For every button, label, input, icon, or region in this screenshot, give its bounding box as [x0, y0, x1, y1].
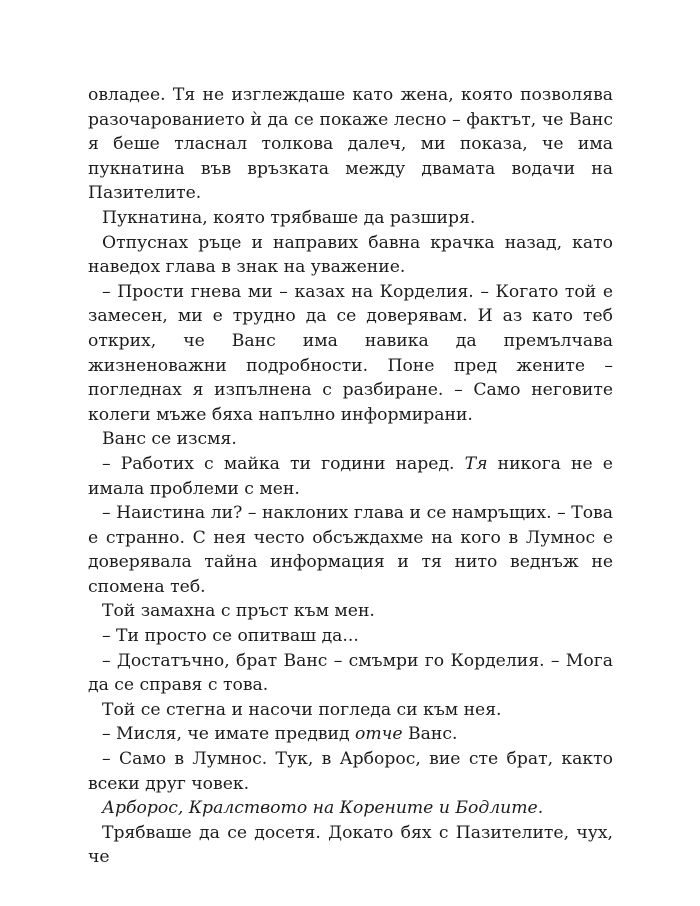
paragraph-10 [88, 649, 613, 698]
paragraph-9 [88, 624, 613, 649]
paragraph-text: никога не е имала проблеми с мен. [88, 453, 613, 499]
paragraph-2 [88, 206, 613, 231]
paragraph-14-italic-line [88, 796, 613, 821]
paragraph-text: Отпуснах ръце и направих бавна крачка назад, като наведох глава в знак на уважение. [88, 232, 613, 278]
paragraph-6 [88, 452, 613, 501]
paragraph-4 [88, 280, 613, 428]
paragraph-text: – Мисля, че имате предвид [102, 724, 356, 745]
paragraph-3 [88, 231, 613, 280]
paragraph-text: – Наистина ли? – наклоних глава и се намръщих. – Това е странно. С нея често обсъждахме на кого в Лумнос е доверявала тайна информация и тя нито веднъж не спомена теб. [88, 503, 613, 597]
paragraph-12 [88, 722, 613, 747]
paragraph-text: – Само в Лумнос. Тук, в Арборос, вие сте брат, както всеки друг човек. [88, 749, 613, 794]
paragraph-text: – Работих с майка ти години наред. [102, 453, 465, 474]
paragraph-text: Пукнатина, която трябваше да разширя. [102, 207, 476, 228]
paragraph-11 [88, 698, 613, 723]
italic-line-text: Арборос, Кралството на Корените и Бодлите. [102, 798, 544, 819]
paragraph-text: – Достатъчно, брат Ванс – смъмри го Корделия. – Мога да се справя с това. [88, 650, 613, 696]
paragraph-13 [88, 747, 613, 796]
paragraph-text: – Ти просто се опитваш да... [102, 626, 359, 647]
italic-emphasis: отче [355, 724, 403, 745]
paragraph-15 [88, 821, 613, 870]
paragraph-text: Той се стегна и насочи погледа си към нея. [102, 699, 502, 720]
paragraph-text: Той замахна с пръст към мен. [102, 601, 375, 622]
paragraph-text: Ванс. [402, 724, 458, 745]
paragraph-text: – Прости гнева ми – казах на Корделия. – Когато той е замесен, ми е трудно да се доверявам. И аз като теб открих, че Ванс има навика да премълчава жизненоважни подробности. Поне пред жените – погледнах я изпълнена с разбиране. – Само неговите колеги мъже бяха напълно информирани. [88, 281, 613, 425]
paragraph-text: овладее. Тя не изглеждаше като жена, която позволява разочарованието ѝ да се покаже лесно – фактът, че Ванс я беше тласнал толкова далеч, ми показа, че има пукнатина във връзката между двамата водачи на Пазителите. [88, 85, 613, 204]
book-page [88, 83, 613, 870]
paragraph-5 [88, 427, 613, 452]
italic-emphasis: Тя [464, 453, 488, 474]
paragraph-1 [88, 83, 613, 206]
paragraph-7 [88, 501, 613, 599]
paragraph-text: Трябваше да се досетя. Докато бях с Пазителите, чух, че [88, 822, 613, 868]
paragraph-text: Ванс се изсмя. [102, 429, 237, 450]
paragraph-8 [88, 599, 613, 624]
